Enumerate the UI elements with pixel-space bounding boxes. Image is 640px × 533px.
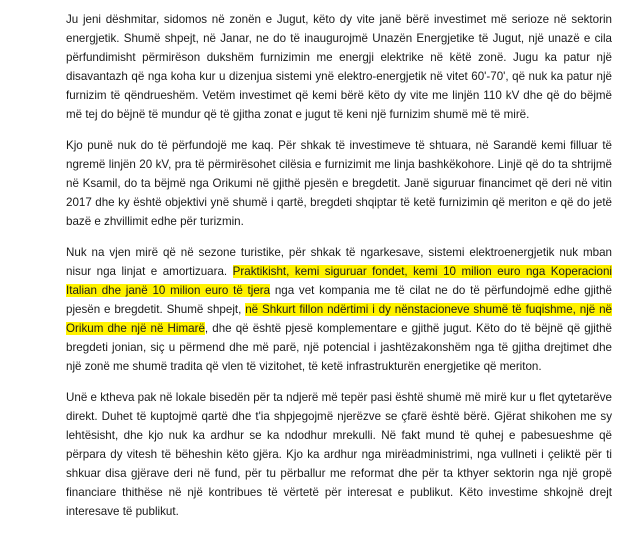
highlighted-funding-text: Praktikisht, kemi siguruar fondet, kemi 10 milion euro nga Koperacioni Italian dhe janë 10 milion euro të tjera [66, 265, 613, 297]
paragraph-3-text-c: , dhe që është pjesë komplementare e gjithë jugut. Këto do të bëjnë që gjithë bregdeti jonian, siç u përmend dhe më parë, një potencial i jashtëzakonshëm nga të gjitha drejtimet dhe një zonë me shumë tradita që vlen të vizitohet, të ketë infrastrukturën energjetike që meriton. [66, 322, 612, 373]
paragraph-4-text: Unë e ktheva pak në lokale bisedën për ta ndjerë më tepër pasi është shumë më mirë kur u flet qytetarëve direkt. Duhet të kuptojmë qartë dhe t'ia shpjegojmë njerëzve se çfarë është bërë. Gjërat shikohen me sy lehtësisht, dhe kjo nuk ka ardhur se ka ndodhur mrekulli. Në fakt mund të quhej e pabesueshme që përpara dy vitesh të bëheshin këto gjëra. Kjo ka ardhur nga mirëadministrimi, nga vullneti i çeliktë për ti shkuar disa gjërave deri në fund, për tu përballur me reformat dhe për ta kthyer sektorin nga një gropë financiare thithëse në një kontribues të vërtetë për interesat e publikut. Këto investime shkojnë drejt interesave të publikut. [66, 391, 612, 518]
paragraph-3-text-b: nga vet kompania me të cilat ne do të përfundojmë edhe gjithë pjesën e bregdetit. Shumë shpejt, [66, 284, 612, 316]
paragraph-1-text: Ju jeni dëshmitar, sidomos në zonën e Jugut, këto dy vite janë bërë investimet më serioze në sektorin energjetik. Shumë shpejt, në Janar, ne do të inaugurojmë Unazën Energjetike të Jugut, një unazë e cila përfundimisht përmirëson dukshëm furnizimin me energji elektrike në këtë zonë. Jugu ka patur një disavantazh që nga koha kur u dizenjua sistemi ynë elektro-energjetik në vitet 60'-70', që nuk ka patur një furnizim të qëndrueshëm. Vetëm investimet që kemi bërë këto dy vite me linjën 110 kV dhe që do bëjmë më tej do bëjnë të mundur që të gjitha zonat e jugut të keni një furnizim shumë më të mirë. [66, 13, 612, 121]
paragraph-2 [66, 136, 612, 231]
highlighted-substations-text: në Shkurt fillon ndërtimi i dy nënstacioneve shumë të fuqishme, një në Orikum dhe një në Himarë [66, 303, 612, 335]
paragraph-2-text: Kjo punë nuk do të përfundojë me kaq. Për shkak të investimeve të shtuara, në Sarandë kemi filluar të ngremë linjën 20 kV, pra të përmirësohet cilësia e furnizimit me linja bashkëkohore. Linjë që do ta shtrijmë në Ksamil, do ta bëjmë nga Orikumi në gjithë pjesën e bregdetit. Janë siguruar financimet që deri në vitin 2017 dhe ky është objektivi ynë shumë i qartë, bregdeti shqiptar të ketë furnizimin që meriton e që do jetë bazë e zhvillimit edhe për turizmin. [66, 139, 612, 228]
paragraph-1 [66, 10, 612, 124]
paragraph-4 [66, 388, 612, 521]
paragraph-3-text-a: Nuk na vjen mirë që në sezone turistike, për shkak të ngarkesave, sistemi elektroenergjetik nuk mban nisur nga linjat e amortizuara. [66, 246, 612, 278]
paragraph-3 [66, 243, 612, 376]
document-body [66, 10, 612, 533]
